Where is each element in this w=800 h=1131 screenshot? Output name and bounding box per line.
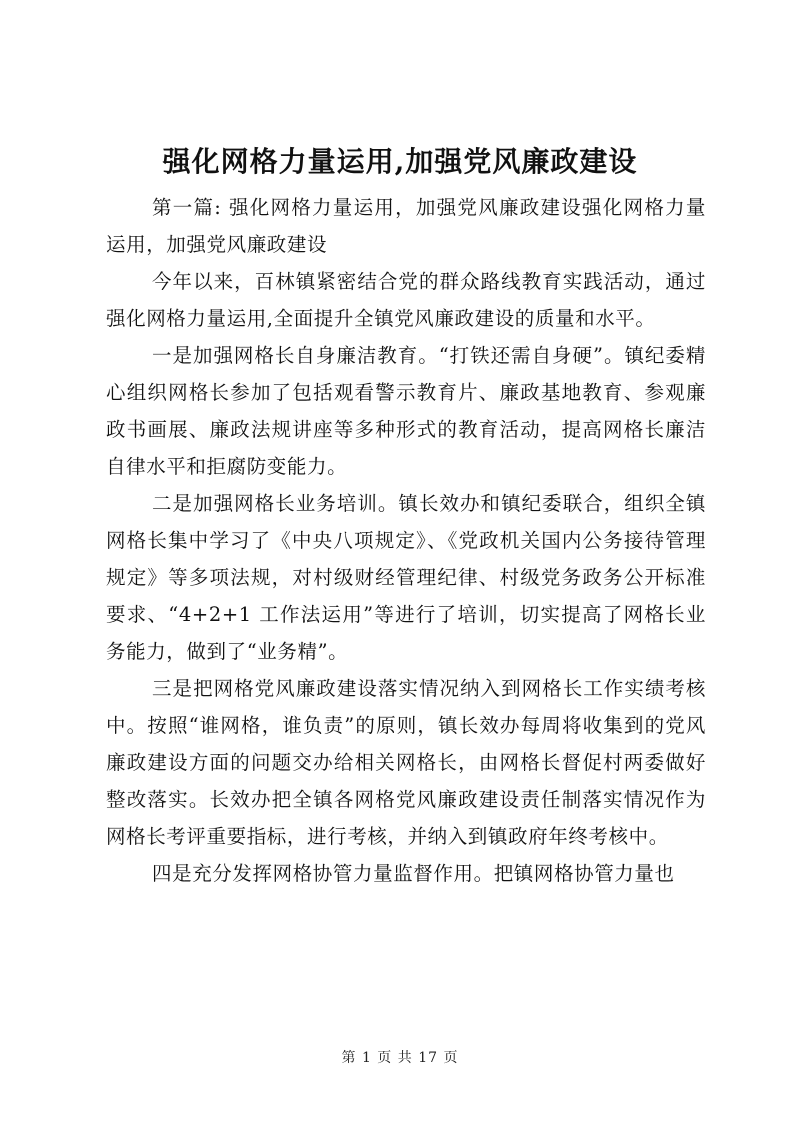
paragraph-intro: 第一篇: 强化网格力量运用，加强党风廉政建设强化网格力量运用，加强党风廉政建设 [106, 196, 706, 256]
paragraph-point-3: 三是把网格党风廉政建设落实情况纳入到网格长工作实绩考核中。按照“谁网格，谁负责”的原则，镇长效办每周将收集到的党风廉政建设方面的问题交办给相关网格长，由网格长督促村两委做好整改落实。长效办把全镇各网格党风廉政建设责任制落实情况作为网格长考评重要指标，进行考核，并纳入到镇政府年终考核中。 [106, 677, 706, 848]
paragraph-point-2: 二是加强网格长业务培训。镇长效办和镇纪委联合，组织全镇网格长集中学习了《中央八项规定》、《党政机关国内公务接待管理规定》等多项法规，对村级财经管理纪律、村级党务政务公开标准要求、“4+2+1 工作法运用”等进行了培训，切实提高了网格长业务能力，做到了“业务精”。 [106, 492, 706, 663]
paragraph-point-1: 一是加强网格长自身廉洁教育。“打铁还需自身硬”。镇纪委精心组织网格长参加了包括观看警示教育片、廉政基地教育、参观廉政书画展、廉政法规讲座等多种形式的教育活动，提高网格长廉洁自律水平和拒腐防变能力。 [106, 344, 706, 478]
document-title: 强化网格力量运用,加强党风廉政建设 [162, 145, 638, 178]
paragraph-point-4: 四是充分发挥网格协管力量监督作用。把镇网格协管力量也 [152, 862, 675, 885]
paragraph-overview: 今年以来，百林镇紧密结合党的群众路线教育实践活动，通过强化网格力量运用,全面提升全镇党风廉政建设的质量和水平。 [106, 270, 706, 330]
page-number-footer: 第 1 页 共 17 页 [341, 1050, 459, 1066]
document-body [106, 189, 706, 892]
